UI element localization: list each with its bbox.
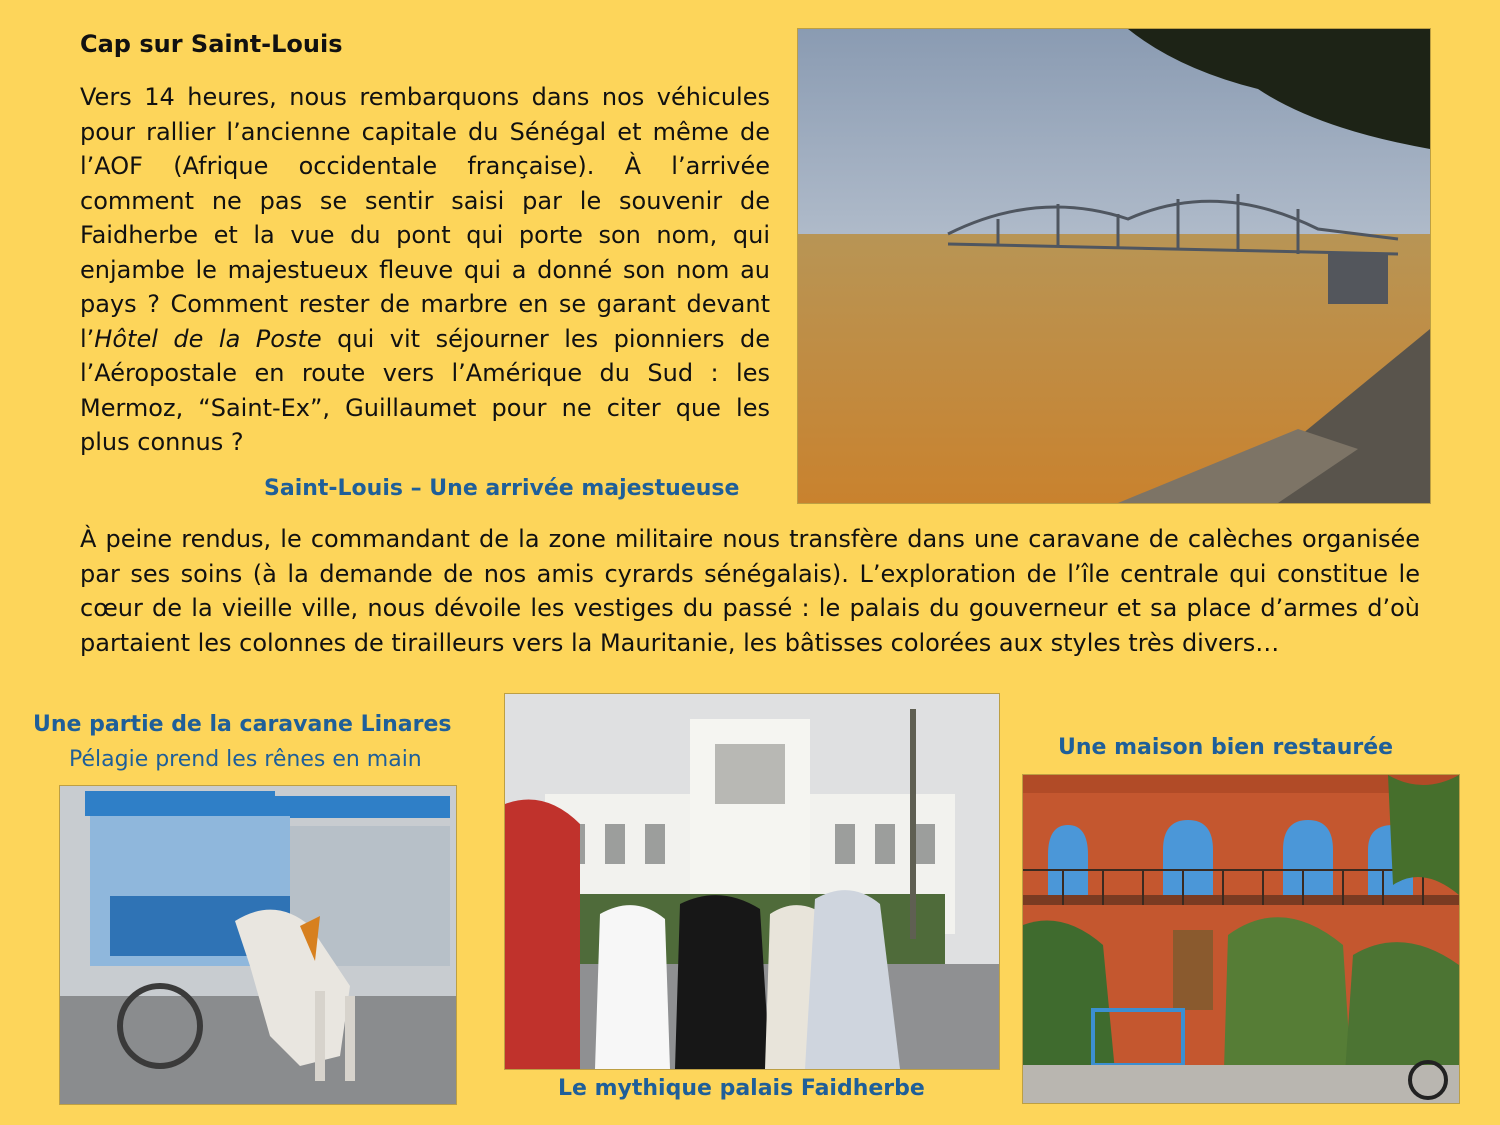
house-caption: Une maison bien restaurée: [1058, 735, 1394, 760]
bridge-caption: Saint-Louis – Une arrivée majestueuse: [264, 476, 740, 501]
caravan-caption: Une partie de la caravane Linares: [33, 712, 452, 737]
bridge-photo: [797, 28, 1431, 504]
intro-paragraph: [80, 80, 770, 460]
palace-caption: Le mythique palais Faidherbe: [558, 1076, 925, 1101]
house-photo: [1022, 774, 1460, 1104]
exploration-paragraph: À peine rendus, le commandant de la zone militaire nous transfère dans une caravane de calèches organisée par ses soins (à la demande de nos amis cyrards sénégalais). L’exploration de l’île centrale qui constitue le cœur de la vieille ville, nous dévoile les vestiges du passé : le palais du gouverneur et sa place d’armes d’où partaient les colonnes de tirailleurs vers la Mauritanie, les bâtisses colorées aux styles très divers…: [80, 525, 1420, 657]
palace-photo: [504, 693, 1000, 1070]
page-heading: Cap sur Saint-Louis: [80, 30, 343, 58]
intro-text-part1: Vers 14 heures, nous rembarquons dans nos véhicules pour rallier l’ancienne capitale du Sénégal et même de l’AOF (Afrique occidentale française). À l’arrivée comment ne pas se sentir saisi par le souvenir de Faidherbe et la vue du pont qui porte son nom, qui enjambe le majestueux fleuve qui a donné son nom au pays ? Comment rester de marbre en se garant devant l’: [80, 83, 770, 353]
intro-text-part2: qui vit séjourner les pionniers de l’Aéropostale en route vers l’Amérique du Sud : les Mermoz, “Saint-Ex”, Guillaumet pour ne citer que les plus connus ?: [80, 324, 771, 456]
caravan-subcaption: Pélagie prend les rênes en main: [69, 747, 422, 772]
hotel-name: Hôtel de la Poste: [94, 324, 322, 353]
caravan-photo: [59, 785, 457, 1105]
